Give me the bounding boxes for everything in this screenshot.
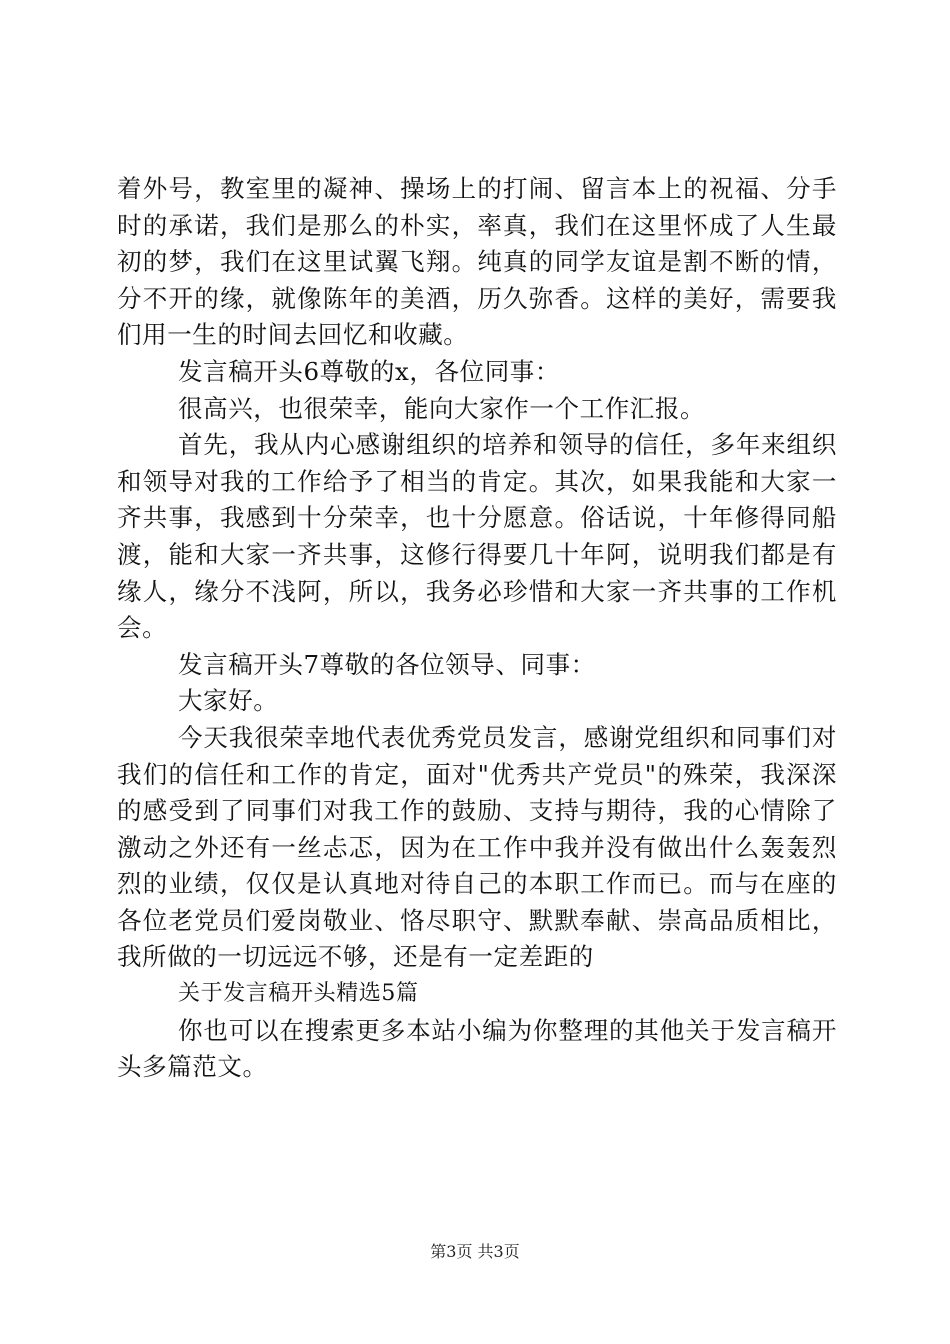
paragraph-classmates: 着外号，教室里的凝神、操场上的打闹、留言本上的祝福、分手时的承诺，我们是那么的朴实，率真，我们在这里怀成了人生最初的梦，我们在这里试翼飞翔。纯真的同学友谊是割不断的情，分不开的缘，就像陈年的美酒，历久弥香。这样的美好，需要我们用一生的时间去回忆和收藏。 <box>117 174 837 350</box>
paragraph-party-member: 今天我很荣幸地代表优秀党员发言，感谢党组织和同事们对我们的信任和工作的肯定，面对"优秀共产党员"的殊荣，我深深的感受到了同事们对我工作的鼓励、支持与期待，我的心情除了激动之外还有一丝忐忑，因为在工作中我并没有做出什么轰轰烈烈的业绩，仅仅是认真地对待自己的本职工作而已。而与在座的各位老党员们爱岗敬业、恪尽职守、默默奉献、崇高品质相比，我所做的一切远远不够，还是有一定差距的 <box>117 722 837 972</box>
paragraph-heading-7: 发言稿开头7尊敬的各位领导、同事： <box>178 649 596 679</box>
paragraph-more-info: 你也可以在搜索更多本站小编为你整理的其他关于发言稿开头多篇范文。 <box>117 1015 837 1082</box>
document-body <box>117 171 837 1086</box>
paragraph-thanks: 首先，我从内心感谢组织的培养和领导的信任，多年来组织和领导对我的工作给予了相当的肯定。其次，如果我能和大家一齐共事，我感到十分荣幸，也十分愿意。俗话说，十年修得同船渡，能和大家一齐共事，这修行得要几十年阿，说明我们都是有缘人，缘分不浅阿，所以，我务必珍惜和大家一齐共事的工作机会。 <box>117 430 837 643</box>
paragraph-heading-6: 发言稿开头6尊敬的x，各位同事： <box>178 356 561 386</box>
paragraph-title-selection: 关于发言稿开头精选5篇 <box>178 981 419 1007</box>
paragraph-greeting-7: 大家好。 <box>178 686 279 716</box>
paragraph-greeting-6: 很高兴，也很荣幸，能向大家作一个工作汇报。 <box>178 393 706 423</box>
page-number-footer: 第3页 共3页 <box>430 1242 520 1261</box>
